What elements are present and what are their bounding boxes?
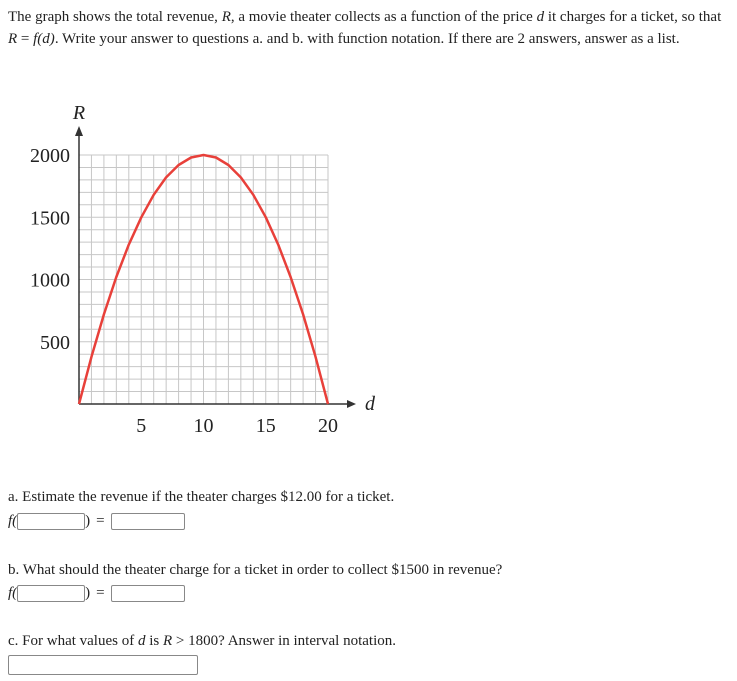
intro-var-r: R	[221, 9, 231, 25]
x-tick-label: 20	[318, 415, 338, 437]
question-c-var-r: R	[162, 633, 173, 649]
question-c-text	[8, 631, 396, 651]
y-tick-label: 1500	[30, 207, 70, 230]
y-axis-arrow	[75, 126, 83, 136]
x-tick-label: 15	[255, 415, 276, 437]
x-axis-label: d	[365, 393, 375, 415]
question-c-text-3: > 1800? Answer in interval notation.	[172, 633, 396, 649]
question-b-output-field[interactable]	[111, 585, 185, 602]
question-c-answer-field[interactable]	[8, 655, 198, 675]
y-axis-label: R	[72, 102, 86, 124]
question-b-answer-row	[8, 582, 185, 604]
intro-function: f(d)	[33, 31, 55, 47]
question-a-equals: =	[96, 512, 105, 529]
question-a-function-close: )	[85, 512, 91, 529]
y-tick-label: 1000	[30, 269, 70, 292]
question-b-text: b. What should the theater charge for a ticket in order to collect $1500 in revenue?	[8, 562, 503, 578]
question-b-function-close: )	[85, 584, 91, 601]
question-a-output-field[interactable]	[111, 513, 185, 530]
y-tick-label: 500	[40, 331, 70, 354]
x-tick-label: 5	[136, 415, 147, 437]
intro-text-2: , a movie theater collects as a function of the price	[230, 9, 537, 25]
question-b-input-field[interactable]	[17, 585, 85, 602]
question-c-answer-row	[8, 654, 198, 676]
question-a-answer-row	[8, 510, 185, 532]
question-a-input-field[interactable]	[17, 513, 85, 530]
question-a-text: a. Estimate the revenue if the theater charges $12.00 for a ticket.	[8, 489, 395, 505]
y-tick-label: 2000	[30, 145, 70, 167]
intro-var-d: d	[536, 9, 545, 25]
intro-text-1: The graph shows the total revenue,	[8, 9, 222, 25]
question-b-equals: =	[96, 584, 105, 601]
intro-text-4: =	[17, 31, 34, 47]
x-axis-arrow	[347, 400, 356, 408]
question-c-text-1: c. For what values of	[8, 633, 138, 649]
question-c-text-2: is	[145, 633, 163, 649]
question-a-function-open: f(	[8, 512, 18, 529]
x-tick-label: 10	[193, 415, 214, 437]
question-b-function-open: f(	[8, 584, 18, 601]
question-c-var-d: d	[137, 633, 146, 649]
intro-text-3: it charges for a ticket, so that	[544, 9, 722, 25]
intro-var-r2: R	[8, 31, 18, 47]
intro-text-5: . Write your answer to questions a. and b. with function notation. If there are 2 answers, answer as a list.	[54, 31, 680, 47]
